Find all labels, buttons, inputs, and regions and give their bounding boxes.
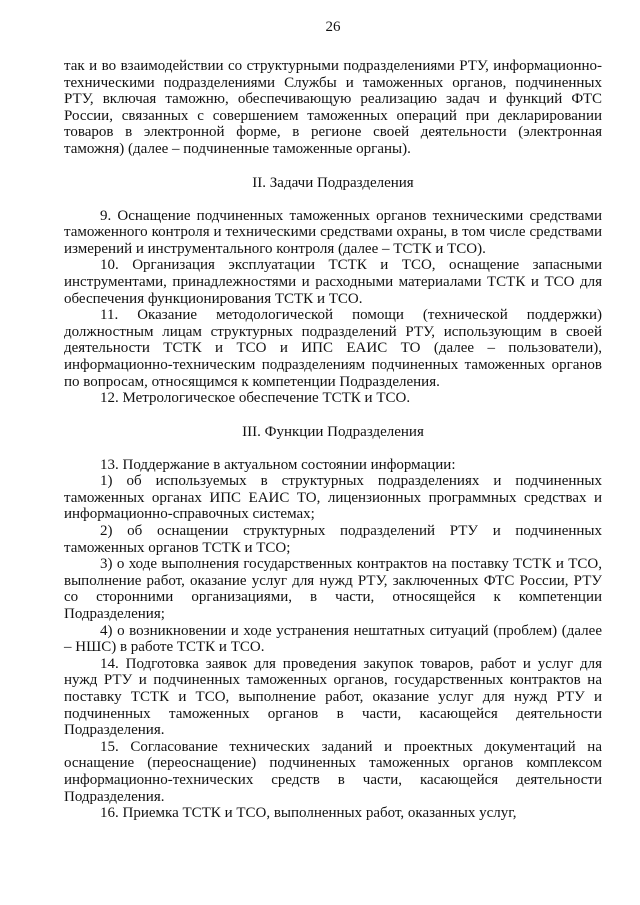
- paragraph-12: 12. Метрологическое обеспечение ТСТК и ТСО.: [100, 390, 411, 407]
- paragraph-9: 9. Оснащение подчиненных таможенных органов техническими средствами таможенного контроля и техническими средствами охраны, в том числе средствами измерений и инструментального контроля (далее – ТСТК и ТСО).: [64, 207, 602, 257]
- paragraph-13-item-4: 4) о возникновении и ходе устранения нештатных ситуаций (проблем) (далее – НШС) в работе ТСТК и ТСО.: [64, 622, 602, 656]
- paragraph-10: 10. Организация эксплуатации ТСТК и ТСО, оснащение запасными инструментами, принадлежностями и расходными материалами ТСТК и ТСО для обеспечения функционирования ТСТК и ТСО.: [64, 257, 602, 307]
- paragraph-13: 13. Поддержание в актуальном состоянии информации:: [100, 456, 456, 473]
- paragraph-16: 16. Приемка ТСТК и ТСО, выполненных работ, оказанных услуг,: [100, 805, 517, 822]
- page-number: 26: [325, 19, 341, 35]
- section-3-heading: III. Функции Подразделения: [242, 423, 424, 440]
- section-2-heading: II. Задачи Подразделения: [252, 174, 414, 191]
- paragraph-15: 15. Согласование технических заданий и проектных документаций на оснащение (переоснащение) подчиненных таможенных органов комплексом информационно-технических средств в части, касающейся деятельности Подразделения.: [64, 738, 602, 805]
- paragraph-13-item-1: 1) об используемых в структурных подразделениях и подчиненных таможенных органах ИПС ЕАИС ТО, лицензионных программных средствах и информационно-справочных системах;: [64, 473, 602, 523]
- intro-paragraph: так и во взаимодействии со структурными подразделениями РТУ, информационно-техническими подразделениями Службы и таможенных органов, подчиненных РТУ, включая таможню, обеспечивающую реализацию задач и функций ФТС России, связанных с совершением таможенных операций при декларировании товаров в электронной форме, в регионе своей деятельности (электронная таможня) (далее – подчиненные таможенные органы).: [64, 58, 602, 157]
- paragraph-13-item-3: 3) о ходе выполнения государственных контрактов на поставку ТСТК и ТСО, выполнение работ, оказание услуг для нужд РТУ, заключенных ФТС России, РТУ со сторонними организациями, в части, относящейся к компетенции Подразделения;: [64, 556, 602, 623]
- paragraph-14: 14. Подготовка заявок для проведения закупок товаров, работ и услуг для нужд РТУ и подчиненных таможенных органов, государственных контрактов на поставку ТСТК и ТСО, выполнение работ, оказание услуг для нужд РТУ и подчиненных таможенных органов в части, касающейся деятельности Подразделения.: [64, 655, 602, 739]
- paragraph-11: 11. Оказание методологической помощи (технической поддержки) должностным лицам структурных подразделений РТУ, использующим в своей деятельности ТСТК и ТСО и ИПС ЕАИС ТО (далее – пользователи), информационно-техническим подразделениям подчиненных таможенных органов по вопросам, относящимся к компетенции Подразделения.: [64, 307, 602, 390]
- paragraph-13-item-2: 2) об оснащении структурных подразделений РТУ и подчиненных таможенных органов ТСТК и ТСО;: [64, 523, 602, 556]
